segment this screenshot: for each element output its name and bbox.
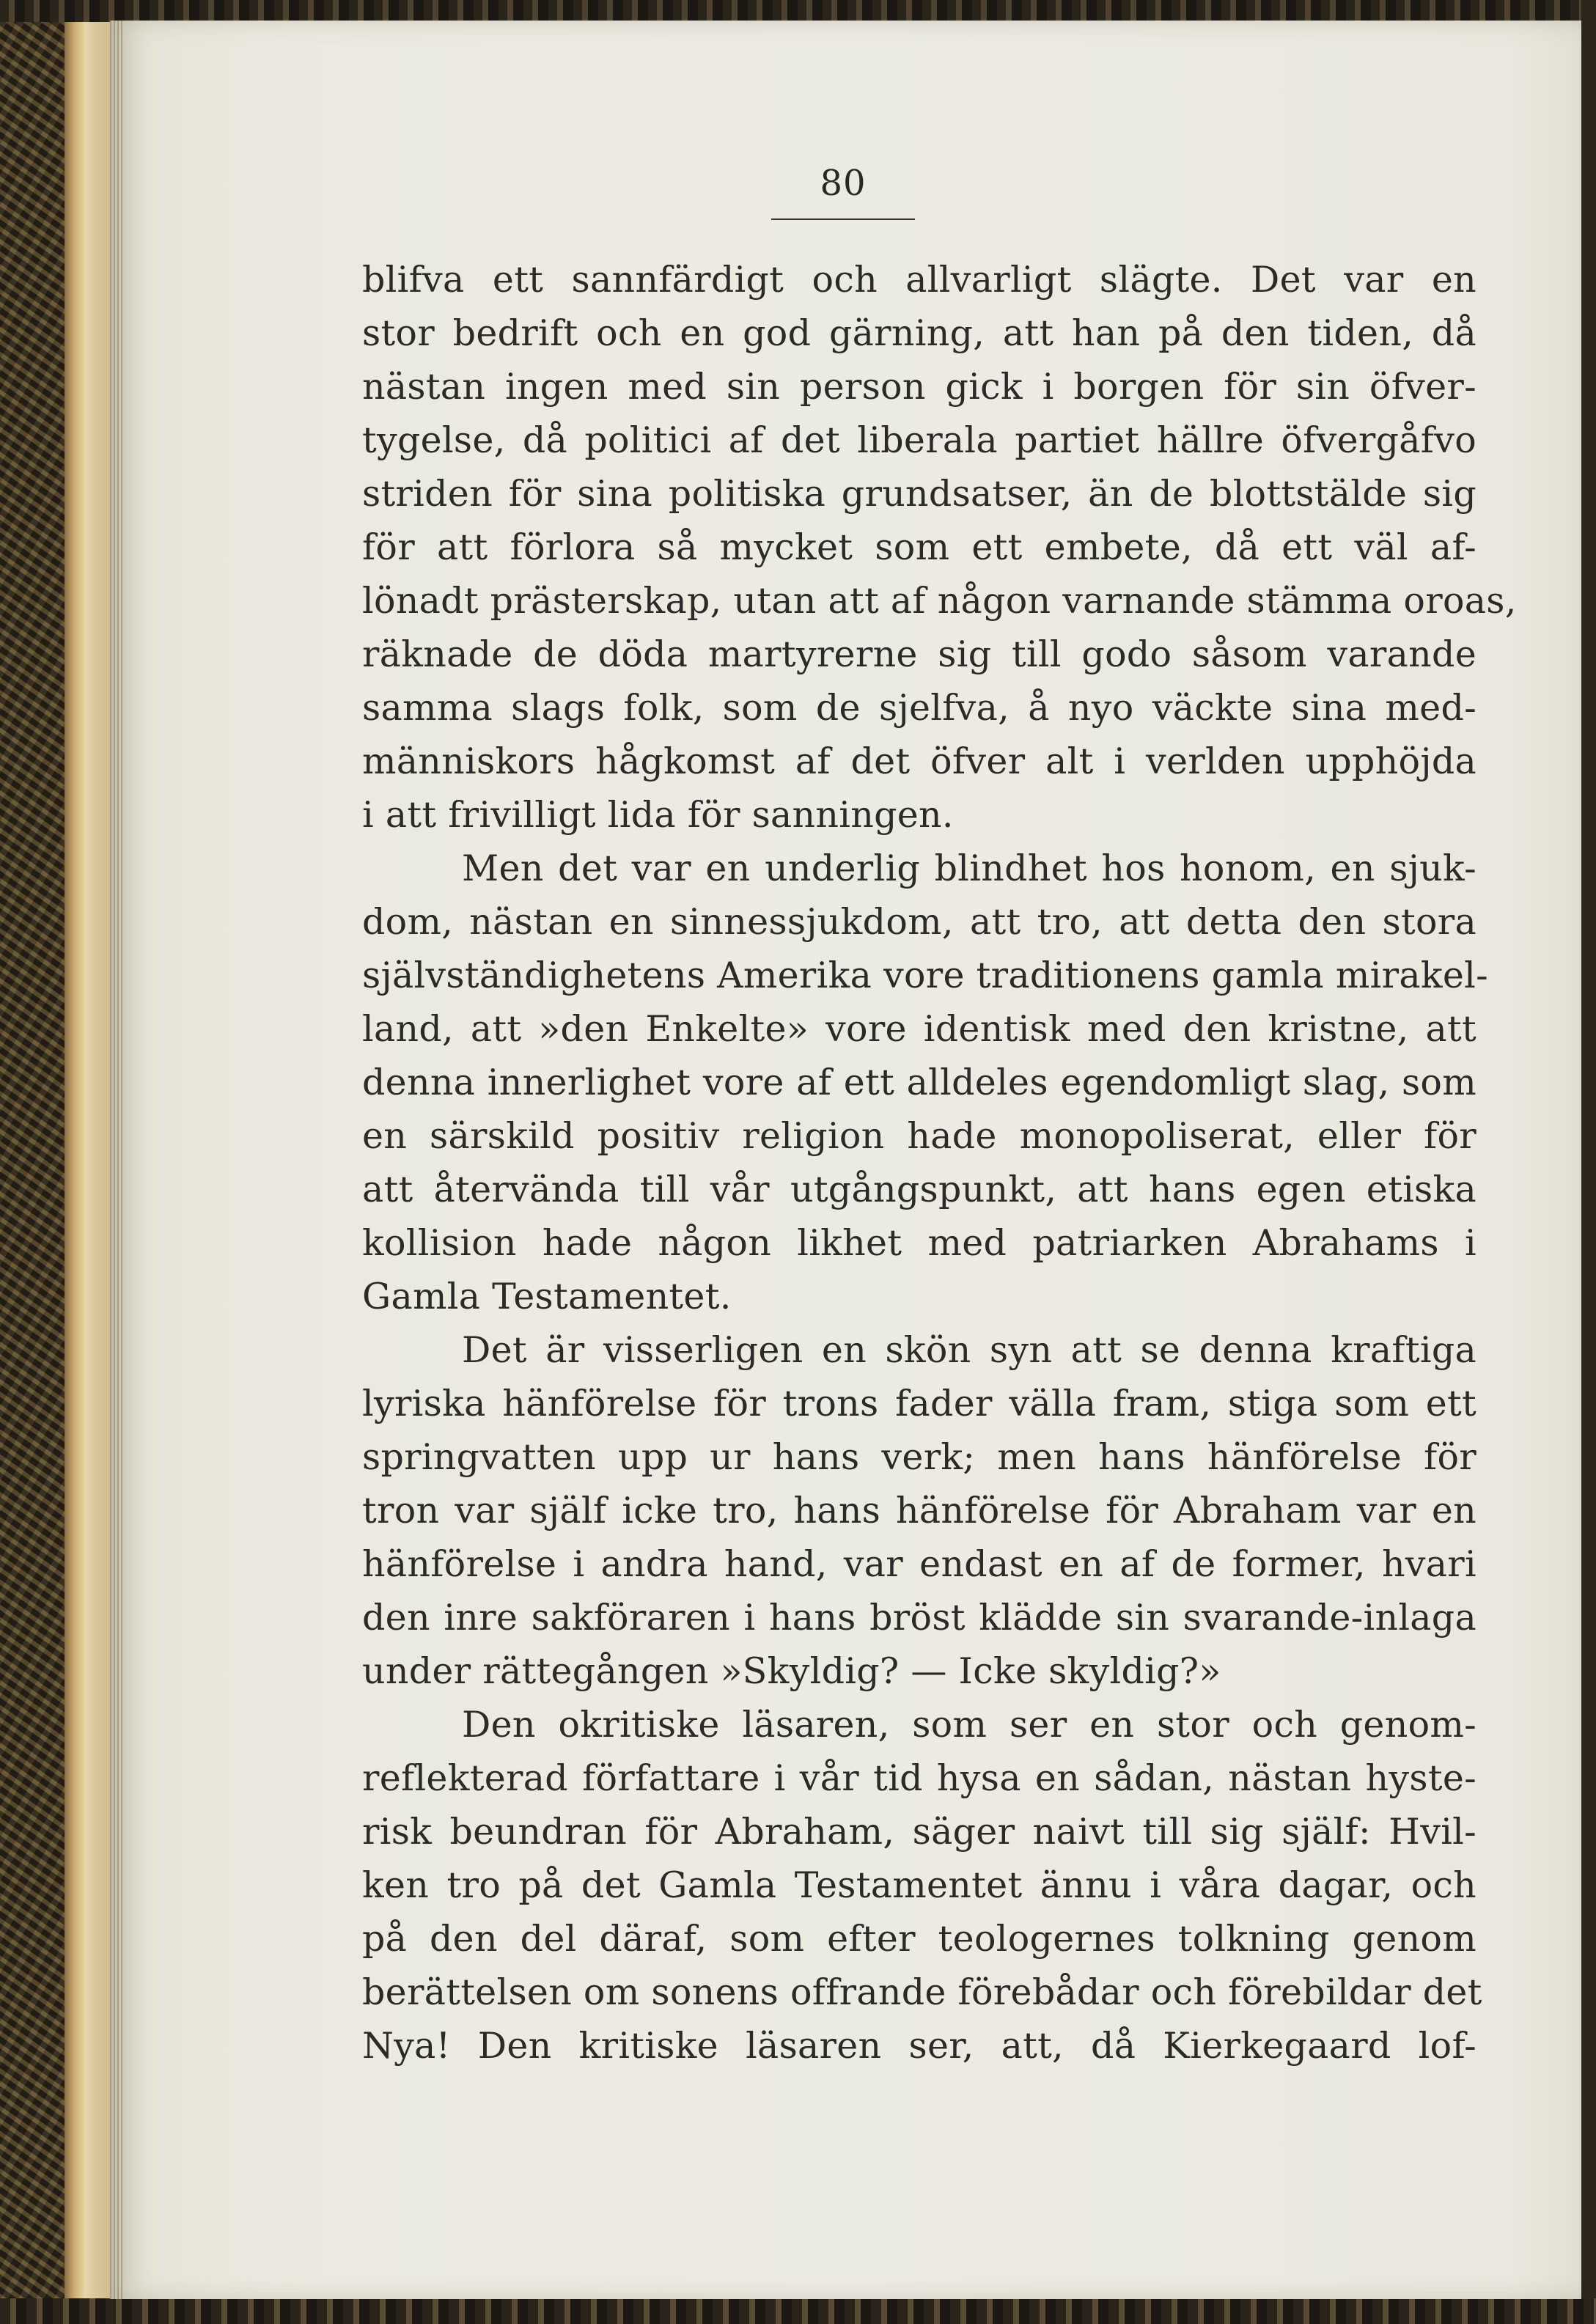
text-line: reflekterad författare i vår tid hysa en sådan, nästan hyste- [362,1757,1477,1799]
page-number-rule [771,218,915,220]
text-line: Nya! Den kritiske läsaren ser, att, då Kierkegaard lof- [362,2025,1477,2067]
text-line: människors hågkomst af det öfver alt i verlden upphöjda [362,740,1477,782]
text-line: tron var själf icke tro, hans hänförelse för Abraham var en [362,1490,1477,1531]
text-line: Gamla Testamentet. [362,1276,732,1317]
text-line: tygelse, då politici af det liberala partiet hällre öfvergåfvo [362,419,1477,461]
text-line: kollision hade någon likhet med patriarken Abrahams i [362,1222,1477,1264]
text-line: räknade de döda martyrerne sig till godo såsom varande [362,633,1477,675]
text-line: ken tro på det Gamla Testamentet ännu i våra dagar, och [362,1864,1477,1906]
text-line: en särskild positiv religion hade monopoliserat, eller för [362,1115,1477,1157]
text-line: hänförelse i andra hand, var endast en af de former, hvari [362,1543,1477,1585]
text-line: Men det var en underlig blindhet hos honom, en sjuk- [462,847,1477,889]
body-text [362,253,1517,2073]
text-line: Den okritiske läsaren, som ser en stor och genom- [462,1704,1477,1746]
right-cover-edge [1581,0,1596,2324]
book-spine-edge [65,0,116,2324]
page-number: 80 [820,163,867,204]
text-line: denna innerlighet vore af ett alldeles egendomligt slag, som [362,1062,1477,1103]
text-line: på den del däraf, som efter teologernes tolkning genom [362,1918,1477,1960]
text-line: att återvända till vår utgångspunkt, att hans egen etiska [362,1169,1477,1210]
text-line: lyriska hänförelse för trons fader välla fram, stiga som ett [362,1383,1477,1424]
text-line: blifva ett sannfärdigt och allvarligt slägte. Det var en [362,259,1477,301]
text-line: självständighetens Amerika vore traditionens gamla mirakel- [362,955,1489,996]
text-line: lönadt prästerskap, utan att af någon varnande stämma oroas, [362,580,1517,622]
text-line: i att frivilligt lida för sanningen. [362,794,954,836]
top-cover-edge [0,0,1596,22]
page-gutter [110,21,125,2299]
text-line: dom, nästan en sinnessjukdom, att tro, att detta den stora [362,901,1477,943]
text-line: striden för sina politiska grundsatser, än de blottstälde sig [362,473,1477,515]
text-line: berättelsen om sonens offrande förebådar och förebildar det [362,1971,1482,2013]
text-line: stor bedrift och en god gärning, att han på den tiden, då [362,312,1477,354]
marbled-binding [0,0,65,2324]
bottom-cover-edge [0,2298,1596,2324]
text-line: den inre sakföraren i hans bröst klädde sin svarande-inlaga [362,1597,1477,1639]
text-line: land, att »den Enkelte» vore identisk med den kristne, att [362,1008,1477,1050]
text-line: samma slags folk, som de sjelfva, å nyo väckte sina med- [362,687,1477,729]
text-line: risk beundran för Abraham, säger naivt till sig själf: Hvil- [362,1811,1477,1853]
text-line: springvatten upp ur hans verk; men hans hänförelse för [362,1436,1477,1478]
text-line: nästan ingen med sin person gick i borgen för sin öfver- [362,366,1477,408]
text-line: under rättegången »Skyldig? — Icke skyldig?» [362,1650,1221,1692]
text-line: Det är visserligen en skön syn att se denna kraftiga [462,1329,1477,1371]
text-line: för att förlora så mycket som ett embete, då ett väl af- [362,526,1477,568]
